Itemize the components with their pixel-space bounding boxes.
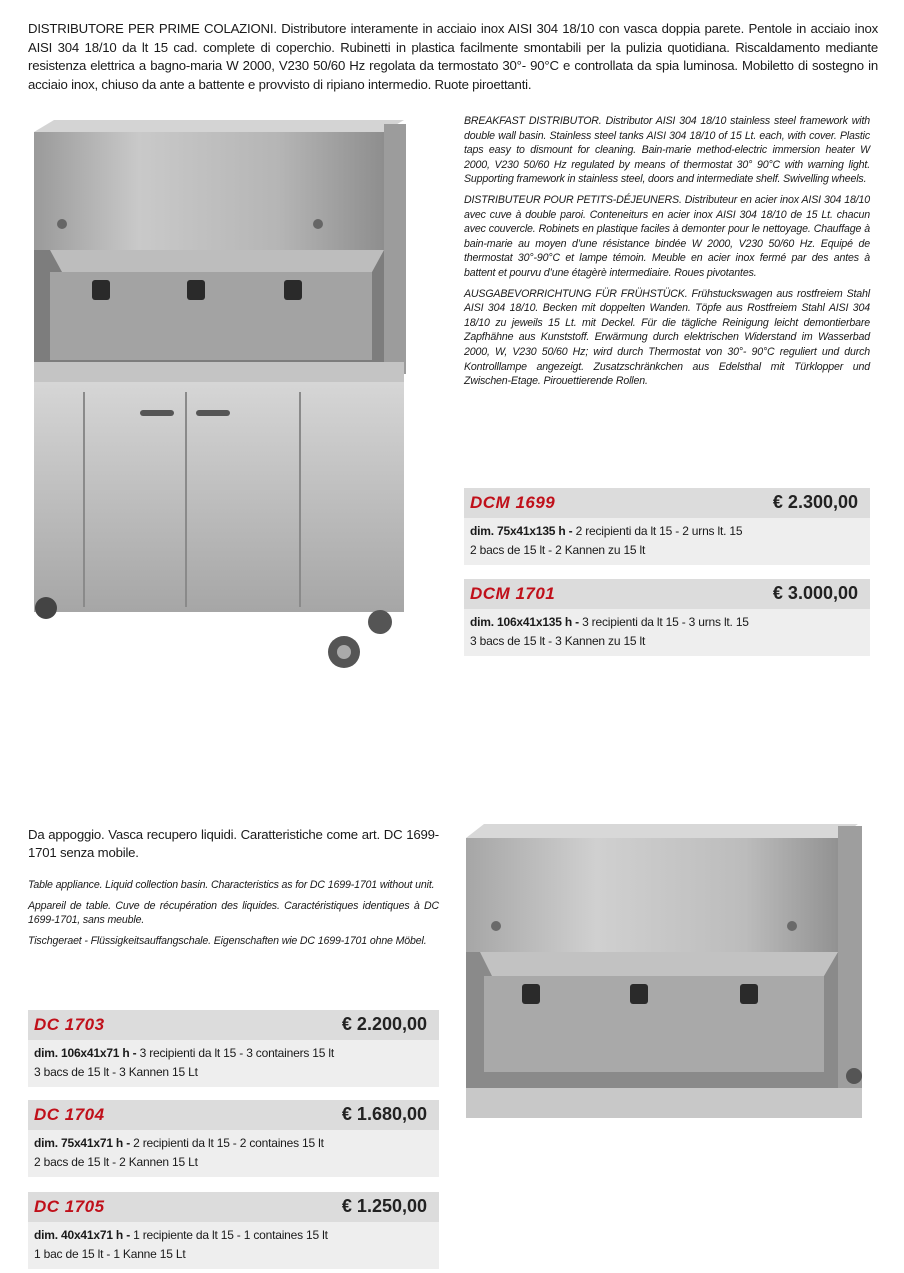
product-header [28,1010,439,1040]
product-price: € 2.300,00 [772,492,858,512]
product-detail-line2: 2 bacs de 15 lt - 2 Kannen zu 15 lt [470,543,646,557]
product-detail-line1: 3 recipienti da lt 15 - 3 urns lt. 15 [578,615,749,629]
product-header [28,1100,439,1130]
product-detail-line2: 3 bacs de 15 lt - 3 Kannen 15 Lt [34,1065,198,1079]
description-french: Appareil de table. Cuve de récupération des liquides. Caractéristiques identiques à DC 1699-1701, sans meuble. [28,899,439,927]
product-price: € 1.680,00 [341,1104,427,1124]
product-price: € 3.000,00 [772,583,858,603]
product-detail-line2: 3 bacs de 15 lt - 3 Kannen zu 15 lt [470,634,646,648]
description-english: BREAKFAST DISTRIBUTOR. Distributor AISI 304 18/10 stainless steel framework with double wall basin. Stainless steel tanks AISI 304 18/10 of 15 Lt. each, with cover. Plastic taps easy to dismount for cleaning. Bain-marie method-electric immersion heater W 2000, V230 50/60 Hz regulated by means of thermostat 30° 90°C with warning light. Supporting framework in stainless steel, doors and intermediate shelf. Swivelling wheels. [464,115,870,186]
product-detail-line1: 2 recipienti da lt 15 - 2 urns lt. 15 [572,524,743,538]
intro-italian: DISTRIBUTORE PER PRIME COLAZIONI. Distributore interamente in acciaio inox AISI 304 18/10 con vasca doppia parete. Pentole in acciaio inox AISI 304 18/10 da lt 15 cad. complete di coperchio. Rubinetti in plastica facilmente smontabili per la pulizia quotidiana. Riscaldamento mediante resistenza elettrica a bagno-maria W 2000, V230 50/60 Hz regolata da termostato 30°- 90°C e controllata da spia luminosa. Mobiletto di sostegno in acciaio inox, chiuso da ante a battente e provvisto di ripiano intermedio. Ruote piroettanti. [28,21,878,92]
product-detail [28,1130,439,1177]
product-detail [28,1222,439,1269]
product-dcm-1701 [464,579,870,656]
product-detail-line2: 2 bacs de 15 lt - 2 Kannen 15 Lt [34,1155,198,1169]
product-price: € 1.250,00 [341,1196,427,1216]
product-description-multilingual-2 [28,878,439,954]
product-detail-line2: 1 bac de 15 lt - 1 Kanne 15 Lt [34,1247,186,1261]
product-code: DC 1705 [34,1197,105,1216]
product-code: DCM 1699 [470,493,556,512]
product-detail-line1: 1 recipiente da lt 15 - 1 containes 15 lt [130,1228,328,1242]
product-dcm-1699 [464,488,870,565]
product-detail [28,1040,439,1087]
description-german: Tischgeraet - Flüssigkeitsauffangschale. Eigenschaften wie DC 1699-1701 ohne Möbel. [28,934,427,947]
table-distributor-photo [458,818,878,1130]
product-dc-1704 [28,1100,439,1177]
intro-italian-table-appliance: Da appoggio. Vasca recupero liquidi. Caratteristiche come art. DC 1699-1701 senza mobile. [28,827,439,860]
product-header [464,488,870,518]
product-header [28,1192,439,1222]
description-english: Table appliance. Liquid collection basin. Characteristics as for DC 1699-1701 without unit. [28,879,435,891]
product-dimensions: dim. 106x41x135 h - [470,615,579,629]
product-code: DC 1703 [34,1015,105,1034]
breakfast-distributor-cart-photo [22,112,436,672]
product-dimensions: dim. 40x41x71 h - [34,1228,130,1242]
description-german: AUSGABEVORRICHTUNG FÜR FRÜHSTÜCK. Frühstuckswagen aus rostfreiem Stahl AISI 304 18/10. Becken mit doppelten Wanden. Töpfe aus Rostfreiem Stahl AISI 304 18/10 zu jeweils 15 Lt. mit Deckel. Für die tägliche Reinigung leicht demontierbare Zapfhähne aus Kunststoff. Erwärmung durch elektrischen Widerstand im Wasserbad 2000, W, V230 50/60 Hz; wird durch Thermostat von 30°- 90°C reguliert und durch Kontrolllampe angezeigt. Zusatzschränkchen aus Edelsthal mit Türklopper und Zwischen-Etage. Pirouettierende Rollen. [464,287,870,388]
product-dimensions: dim. 106x41x71 h - [34,1046,137,1060]
description-french: DISTRIBUTEUR POUR PETITS-DÉJEUNERS. Distributeur en acier inox AISI 304 18/10 avec cuve à double paroi. Conteneiturs en acier inox AISI 304 18/10 de 15 Lt. chacun avec couvercle. Robinets en plastique faciles à demonter pour le nettoyage. Chauffage à bain-marie au moyen d’une résistance bindée W 2000, V230 50/60 Hz. Equipé de thermostat 30°-90°C et lampe témoin. Meuble en acier inox fermé par des antes à battent et pourvu d’une étagèrè intermediaire. Roues pivotantes. [464,193,870,279]
product-code: DC 1704 [34,1105,105,1124]
product-detail-line1: 2 recipienti da lt 15 - 2 containes 15 lt [130,1136,324,1150]
product-dimensions: dim. 75x41x135 h - [470,524,573,538]
product-price: € 2.200,00 [341,1014,427,1034]
product-header [464,579,870,609]
product-detail-line1: 3 recipienti da lt 15 - 3 containers 15 lt [136,1046,334,1060]
product-description-multilingual [464,114,870,395]
product-dc-1703 [28,1010,439,1087]
product-detail [464,609,870,656]
product-dimensions: dim. 75x41x71 h - [34,1136,130,1150]
product-code: DCM 1701 [470,584,556,603]
product-dc-1705 [28,1192,439,1269]
product-detail [464,518,870,565]
